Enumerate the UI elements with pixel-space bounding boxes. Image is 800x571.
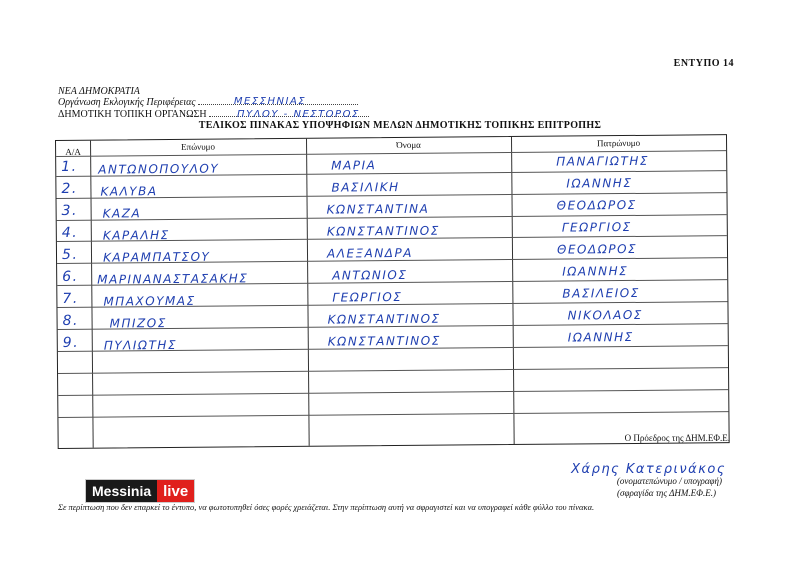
table-title: ΤΕΛΙΚΟΣ ΠΙΝΑΚΑΣ ΥΠΟΨΗΦΙΩΝ ΜΕΛΩΝ ΔΗΜΟΤΙΚΗΣ ΤΟΠΙΚΗΣ ΕΠΙΤΡΟΠΗΣ	[198, 120, 602, 131]
row-number: 2.	[61, 180, 78, 197]
surname-cell: ΚΑΡΑΜΠΑΤΣΟΥ	[102, 249, 211, 265]
surname-cell: ΚΑΛΥΒΑ	[100, 184, 158, 199]
row-number: 8.	[62, 312, 80, 329]
col-divider	[511, 137, 515, 444]
row-number: 9.	[62, 334, 80, 351]
father-cell: ΓΕΩΡΓΙΟΣ	[561, 219, 632, 235]
form-code: ΕΝΤΥΠΟ 14	[673, 58, 734, 69]
candidates-table	[55, 134, 730, 449]
row-number: 4.	[61, 224, 79, 241]
row-number: 6.	[62, 268, 79, 285]
father-cell: ΙΩΑΝΝΗΣ	[567, 329, 634, 345]
name-cell: ΚΩΝΣΤΑΝΤΙΝΟΣ	[326, 223, 440, 239]
local-org-line	[58, 109, 369, 120]
father-cell: ΠΑΝΑΓΙΩΤΗΣ	[556, 153, 650, 169]
surname-cell: ΜΠΑΧΟΥΜΑΣ	[103, 293, 196, 309]
name-cell: ΚΩΝΣΤΑΝΤΙΝΟΣ	[327, 333, 441, 349]
logo-text-messinia: Messinia	[86, 480, 157, 502]
surname-cell: ΠΥΛΙΩΤΗΣ	[103, 337, 178, 353]
local-org-field	[209, 109, 369, 120]
name-cell: ΒΑΣΙΛΙΚΗ	[331, 179, 400, 195]
surname-cell: ΜΠΙΖΟΣ	[109, 316, 167, 331]
father-cell: ΙΩΑΝΝΗΣ	[562, 264, 629, 279]
region-line	[58, 97, 358, 108]
row-number: 5.	[61, 246, 79, 263]
region-label: Οργάνωση Εκλογικής Περιφέρειας	[58, 97, 196, 108]
messinia-live-logo	[86, 480, 194, 502]
surname-cell: ΑΝΤΩΝΟΠΟΥΛΟΥ	[98, 161, 220, 177]
president-label: Ο Πρόεδρος της ΔΗΜ.ΕΦ.Ε.	[624, 433, 730, 443]
signature-name: Χάρης Κατερινάκος	[571, 462, 726, 477]
region-field	[198, 96, 358, 107]
col-divider	[90, 141, 94, 448]
father-cell: ΝΙΚΟΛΑΟΣ	[567, 307, 643, 323]
father-cell: ΒΑΣΙΛΕΙΟΣ	[562, 285, 640, 301]
father-cell: ΙΩΑΝΝΗΣ	[566, 175, 633, 191]
header-name: Όνομα	[396, 139, 421, 151]
name-cell: ΓΕΩΡΓΙΟΣ	[332, 289, 403, 305]
name-cell: ΜΑΡΙΑ	[331, 158, 377, 173]
local-org-label: ΔΗΜΟΤΙΚΗ ΤΟΠΙΚΗ ΟΡΓΑΝΩΣΗ	[58, 109, 207, 120]
region-value: ΜΕΣΣΗΝΙΑΣ	[233, 96, 307, 107]
logo-text-live: live	[157, 480, 194, 502]
father-cell: ΘΕΟΔΩΡΟΣ	[556, 241, 638, 257]
row-divider	[58, 389, 728, 396]
row-number: 3.	[61, 202, 79, 219]
name-cell: ΚΩΝΣΤΑΝΤΙΝΑ	[326, 201, 430, 217]
surname-cell: ΚΑΖΑ	[102, 206, 142, 221]
header-surname: Επώνυμο	[181, 141, 216, 152]
stamp-caption: (σφραγίδα της ΔΗΜ.ΕΦ.Ε.)	[617, 488, 716, 498]
local-org-value: ΠΥΛΟΥ - ΝΕΣΤΟΡΟΣ	[237, 109, 360, 120]
row-divider	[58, 411, 728, 418]
header-aa: Α/Α	[65, 146, 81, 157]
col-divider	[306, 139, 310, 446]
header-father: Πατρώνυμο	[596, 137, 641, 149]
surname-cell: ΚΑΡΑΛΗΣ	[102, 228, 170, 243]
name-cell: ΚΩΝΣΤΑΝΤΙΝΟΣ	[327, 311, 441, 327]
row-divider	[58, 367, 728, 374]
father-cell: ΘΕΟΔΩΡΟΣ	[556, 197, 637, 213]
footnote: Σε περίπτωση που δεν επαρκεί το έντυπο, να φωτοτυπηθεί όσες φορές χρειάζεται. Στην περίπτωση αυτή να σφραγιστεί και να υπογραφεί κάθε φύλλο του πίνακα.	[58, 502, 595, 512]
surname-cell: ΜΑΡΙΝΑΝΑΣΤΑΣΑΚΗΣ	[97, 271, 249, 287]
row-number: 1.	[61, 158, 78, 175]
name-cell: ΑΝΤΩΝΙΟΣ	[332, 267, 408, 283]
row-number: 7.	[62, 290, 79, 307]
signature-caption: (ονοματεπώνυμο / υπογραφή)	[616, 476, 722, 486]
party-name: ΝΕΑ ΔΗΜΟΚΡΑΤΙΑ	[58, 86, 140, 97]
name-cell: ΑΛΕΞΑΝΔΡΑ	[326, 245, 413, 261]
